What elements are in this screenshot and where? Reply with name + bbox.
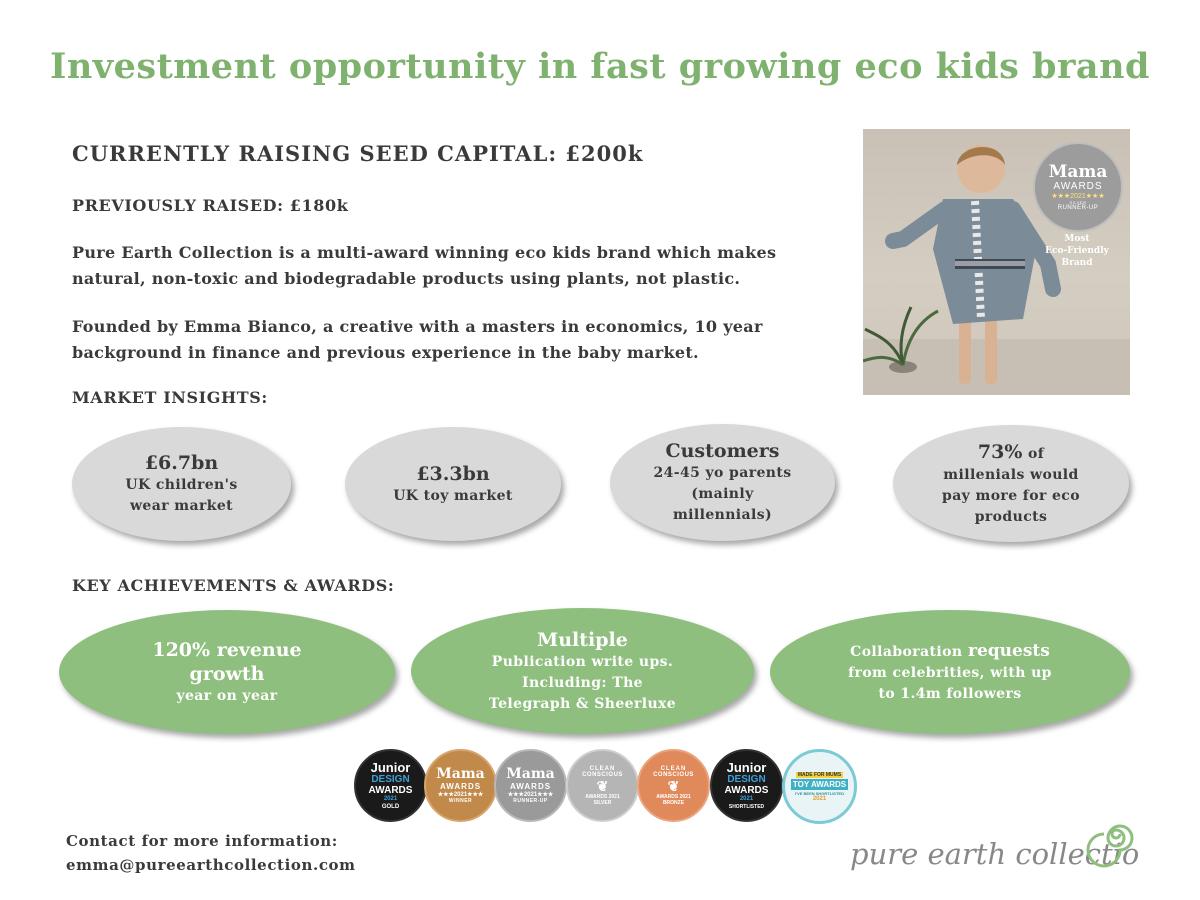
achievement-line: to 1.4m followers	[878, 686, 1022, 702]
badge-top: Junior	[726, 759, 767, 775]
badge-top: Junior	[370, 759, 411, 775]
insight-line: UK toy market	[393, 487, 513, 504]
achievement-collaborations	[770, 610, 1130, 734]
founder-paragraph	[72, 314, 842, 366]
badge-tag: SILVER	[593, 799, 612, 806]
logo-text: pure earth collection	[850, 837, 1138, 871]
badge-top: Mama	[506, 766, 555, 782]
insight-line: millennials)	[672, 507, 773, 523]
badge-bot: ★★★2021★★★	[507, 792, 554, 798]
badge-tag: 2021	[812, 795, 827, 802]
badge-top: Mama	[436, 766, 485, 782]
caption-line-2: Eco-Friendly Brand	[1045, 246, 1109, 268]
badge-brand: Mama	[1048, 162, 1108, 182]
made-for-mums-toy-awards-badge	[782, 749, 857, 824]
founder-line-2: background in finance and previous experience in the baby market.	[72, 343, 699, 362]
badge-level-small: SILVER	[1069, 200, 1087, 205]
insight-line: wear market	[129, 498, 233, 514]
insight-value: Customers	[665, 440, 780, 462]
contact-email[interactable]: emma@pureearthcollection.com	[66, 856, 356, 874]
mama-awards-runner-up-badge	[494, 749, 567, 822]
badge-mid: TOY AWARDS	[792, 779, 847, 789]
contact-label: Contact for more information:	[66, 832, 338, 850]
badge-bot: AWARDS 2021	[656, 793, 691, 800]
badge-mid: DESIGN	[371, 773, 410, 785]
mama-award-badge	[1033, 142, 1123, 232]
achievement-value-row	[850, 639, 1050, 663]
caption-line-1: Most	[1064, 234, 1090, 244]
achievement-line: Including: The	[522, 674, 643, 691]
insight-value-suffix: of	[1027, 445, 1045, 462]
achievement-value: growth	[189, 662, 265, 685]
founder-line-1: Founded by Emma Bianco, a creative with a masters in economics, 10 year	[72, 317, 763, 336]
badge-bot: AWARDS 2021	[585, 793, 620, 800]
achievement-publications	[411, 608, 754, 734]
badge-bot: I'VE BEEN SHORTLISTED	[795, 790, 844, 796]
badge-tag: RUNNER-UP	[513, 798, 548, 804]
junior-design-shortlisted-badge	[710, 749, 783, 822]
intro-line-2: natural, non-toxic and biodegradable products using plants, not plastic.	[72, 269, 741, 288]
badge-tag: WINNER	[448, 798, 473, 804]
achievement-line: Telegraph & Sheerluxe	[488, 695, 677, 712]
badge-mid: CONSCIOUS	[582, 771, 623, 778]
clean-conscious-bronze-badge	[637, 749, 710, 822]
badge-bot: AWARDS	[724, 784, 769, 796]
market-insight-customers	[610, 424, 835, 541]
product-photo	[863, 129, 1130, 395]
insight-line: UK children's	[125, 477, 238, 493]
market-insight-millennials	[893, 425, 1129, 542]
insight-value-row	[978, 440, 1044, 465]
pure-earth-logo	[848, 812, 1138, 892]
badge-bot: ★★★2021★★★	[437, 792, 484, 798]
junior-design-gold-badge	[354, 749, 427, 822]
achievement-line: Publication write ups.	[491, 653, 674, 670]
badge-year: ★★★2021★★★	[1051, 193, 1105, 200]
intro-line-1: Pure Earth Collection is a multi-award winning eco kids brand which makes	[72, 243, 777, 262]
badge-mid: AWARDS	[509, 782, 552, 791]
mama-awards-winner-badge	[424, 749, 497, 822]
insight-line: products	[974, 508, 1048, 525]
leaf-icon: ❦	[667, 777, 680, 794]
badge-top: MADE FOR MUMS	[797, 771, 842, 778]
insight-value: 73%	[977, 440, 1023, 463]
badge-bot: AWARDS	[368, 784, 413, 796]
insight-value: £3.3bn	[416, 462, 490, 485]
insight-line: millenials would	[943, 466, 1079, 483]
market-insights-heading: MARKET INSIGHTS:	[72, 388, 268, 407]
badge-level: RUNNER-UP	[1057, 205, 1099, 211]
insight-line: (mainly	[691, 486, 754, 502]
badge-tag: SHORTLISTED	[728, 803, 765, 810]
achievement-value: Multiple	[537, 628, 628, 651]
achievements-heading: KEY ACHIEVEMENTS & AWARDS:	[72, 576, 395, 595]
badge-year: 2021	[739, 795, 754, 802]
achievement-value: 120% revenue	[152, 638, 302, 661]
badge-awards: AWARDS	[1053, 181, 1103, 192]
achievement-revenue-growth	[59, 610, 395, 734]
insight-line: pay more for eco	[942, 487, 1080, 504]
achievement-prefix: Collaboration	[850, 644, 963, 660]
intro-paragraph	[72, 240, 842, 292]
logo-graphic	[848, 812, 1138, 892]
badge-mid: AWARDS	[439, 782, 482, 791]
previously-raised: PREVIOUSLY RAISED: £180k	[72, 196, 349, 215]
badge-tag: BRONZE	[662, 799, 685, 806]
badge-top: CLEAN	[589, 765, 616, 772]
badge-mid: CONSCIOUS	[653, 771, 694, 778]
insight-value: £6.7bn	[144, 452, 219, 474]
badge-top: CLEAN	[660, 765, 687, 772]
badge-mid: DESIGN	[727, 773, 766, 785]
badge-tag: GOLD	[381, 803, 400, 810]
achievement-value: requests	[968, 641, 1050, 661]
market-insight-childrenswear	[72, 427, 291, 541]
raising-heading: CURRENTLY RAISING SEED CAPITAL: £200k	[72, 141, 644, 166]
clean-conscious-silver-badge	[566, 749, 639, 822]
achievement-line: year on year	[176, 687, 278, 704]
market-insight-toys	[345, 427, 561, 541]
insight-line: 24-45 yo parents	[653, 465, 792, 481]
leaf-icon: ❦	[596, 777, 609, 794]
badge-year: 2021	[383, 795, 398, 802]
achievement-line: from celebrities, with up	[848, 665, 1052, 681]
page-title: Investment opportunity in fast growing eco kids brand	[49, 46, 1151, 87]
photo-caption	[1031, 233, 1123, 269]
